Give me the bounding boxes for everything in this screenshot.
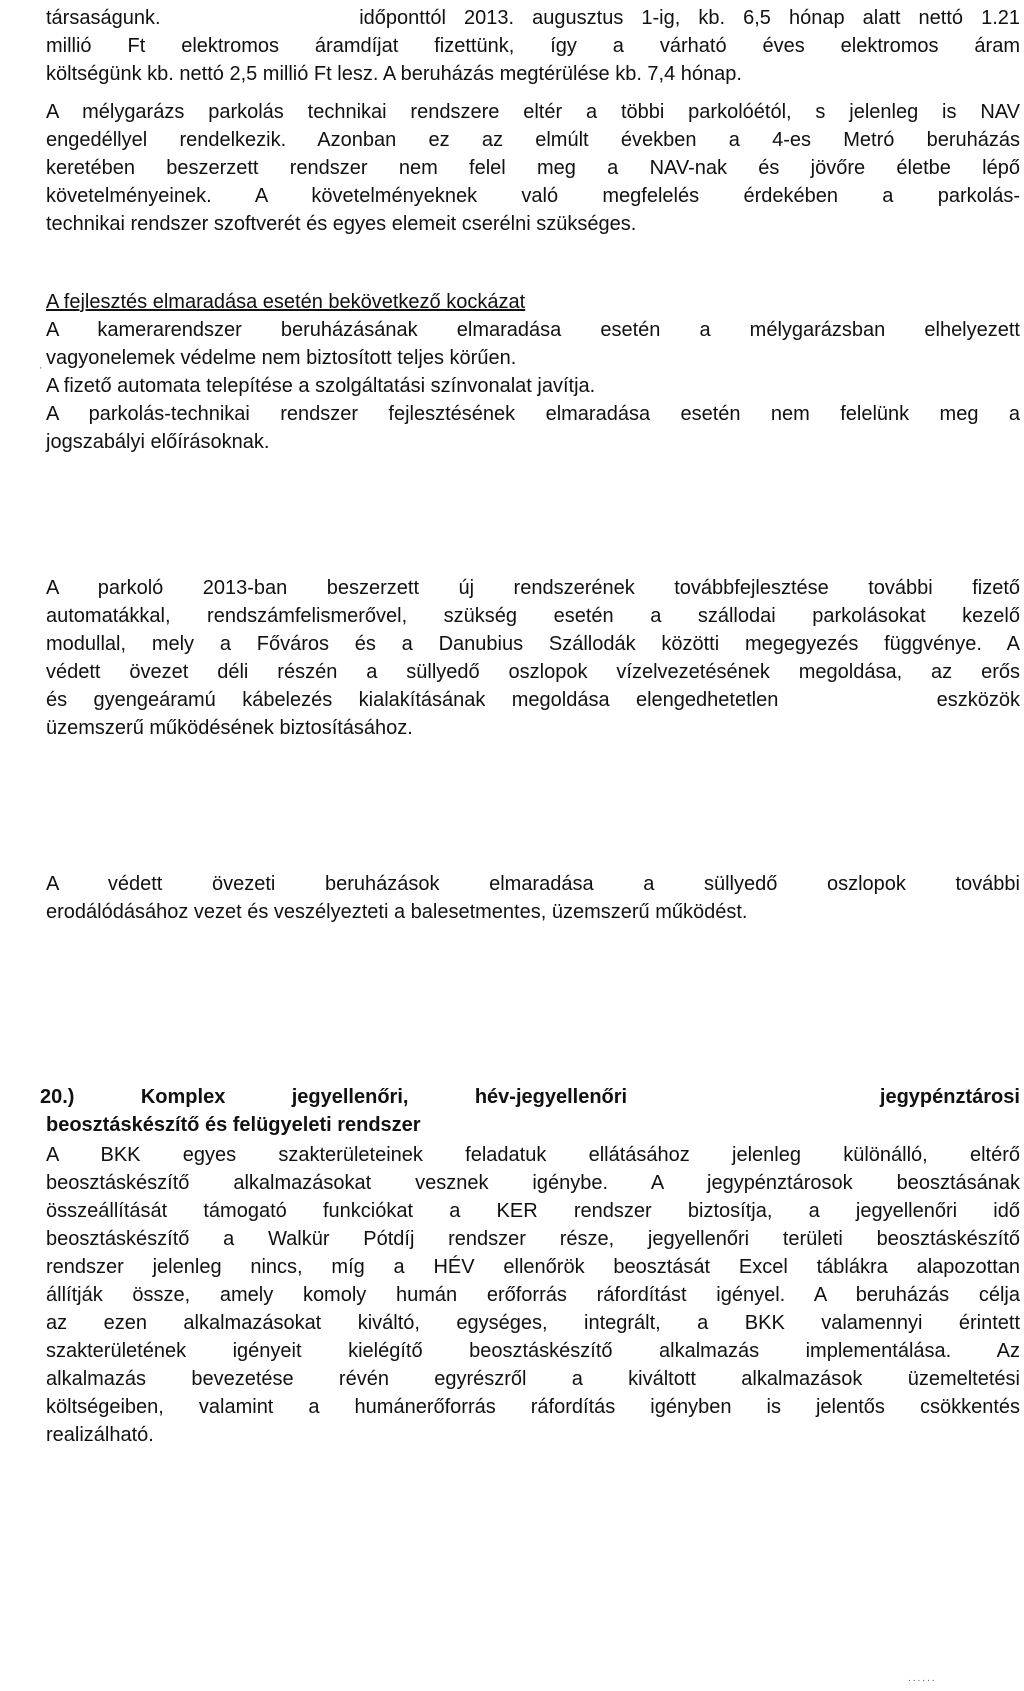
scan-speck: ' — [40, 366, 42, 375]
text-line: technikai rendszer szoftverét és egyes elemeit cserélni szükséges. — [46, 213, 637, 235]
text-line: rendszer jelenleg nincs, míg a HÉV ellenőrök beosztását Excel táblákra alapozottan — [46, 1256, 1020, 1278]
text-line: költségünk kb. nettó 2,5 millió Ft lesz. A beruházás megtérülése kb. 7,4 hónap. — [46, 63, 742, 85]
text-line: beosztáskészítő alkalmazásokat vesznek igénybe. A jegypénztárosok beosztásának — [46, 1172, 1020, 1194]
section-title-word: Komplex — [140, 1086, 226, 1108]
risk-section — [46, 288, 1020, 456]
text-line: modullal, mely a Főváros és a Danubius Szállodák közötti megegyezés függvénye. A — [46, 633, 1020, 655]
text-line: A kamerarendszer beruházásának elmaradása esetén a mélygarázsban elhelyezett — [46, 319, 1020, 341]
section-title-line2: beosztáskészítő és felügyeleti rendszer — [46, 1114, 421, 1136]
section-number: 20.) — [40, 1086, 75, 1108]
scan-artifact: ...... — [908, 1673, 937, 1684]
text-line: A mélygarázs parkolás technikai rendszere eltér a többi parkolóétól, s jelenleg is NAV — [46, 101, 1020, 123]
section-20-body — [46, 1141, 1020, 1449]
text-line: védett övezet déli részén a süllyedő oszlopok vízelvezetésének megoldása, az erős — [46, 661, 1020, 683]
text-line: automatákkal, rendszámfelismerővel, szükség esetén a szállodai parkolásokat kezelő — [46, 605, 1020, 627]
text-line: az ezen alkalmazásokat kiváltó, egységes, integrált, a BKK valamennyi érintett — [46, 1312, 1020, 1334]
section-title-word: jegypénztárosi — [879, 1086, 1020, 1108]
text-line: A parkoló 2013-ban beszerzett új rendszerének továbbfejlesztése további fizető — [46, 577, 1020, 599]
text-line: realizálható. — [46, 1424, 154, 1446]
text-line: A BKK egyes szakterületeinek feladatuk ellátásához jelenleg különálló, eltérő — [46, 1144, 1020, 1166]
risk-heading: A fejlesztés elmaradása esetén bekövetkező kockázat — [46, 291, 526, 313]
text-line: alkalmazás bevezetése révén egyrészről a kiváltott alkalmazások üzemeltetési — [46, 1368, 1020, 1390]
paragraph-system-development — [46, 574, 1020, 742]
text-line: jogszabályi előírásoknak. — [46, 431, 270, 453]
text-line: A fizető automata telepítése a szolgáltatási színvonalat javítja. — [46, 375, 596, 397]
text-line: millió Ft elektromos áramdíjat fizettünk, így a várható éves elektromos áram — [46, 35, 1020, 57]
section-title-word: jegyellenőri, — [291, 1086, 409, 1108]
text-line: követelményeinek. A követelményeknek való megfelelés érdekében a parkolás- — [46, 185, 1020, 207]
text-line: beosztáskészítő a Walkür Pótdíj rendszer része, jegyellenőri területi beosztáskészítő — [46, 1228, 1020, 1250]
text-line: A védett övezeti beruházások elmaradása a süllyedő oszlopok további — [46, 873, 1020, 895]
text-line: üzemszerű működésének biztosításához. — [46, 717, 413, 739]
paragraph-energy-cost — [46, 4, 1020, 88]
section-title-word: hév-jegyellenőri — [474, 1086, 628, 1108]
text-line: állítják össze, amely komoly humán erőforrás ráfordítást igényel. A beruházás célja — [46, 1284, 1020, 1306]
text-line: keretében beszerzett rendszer nem felel meg a NAV-nak és jövőre életbe lépő — [46, 157, 1020, 179]
section-20-heading — [40, 1083, 1020, 1139]
text-line: társaságunk. időponttól 2013. augusztus 1-ig, kb. 6,5 hónap alatt nettó 1.21 — [46, 7, 1020, 29]
text-line: erodálódásához vezet és veszélyezteti a balesetmentes, üzemszerű működést. — [46, 901, 748, 923]
text-line: szakterületének igényeit kielégítő beosztáskészítő alkalmazás implementálása. Az — [46, 1340, 1020, 1362]
text-line: összeállítását támogató funkciókat a KER rendszer biztosítja, a jegyellenőri idő — [46, 1200, 1020, 1222]
text-line: és gyengeáramú kábelezés kialakításának megoldása elengedhetetlen eszközök — [46, 689, 1020, 711]
text-line: engedéllyel rendelkezik. Azonban ez az elmúlt években a 4-es Metró beruházás — [46, 129, 1020, 151]
title-gap — [694, 1083, 814, 1111]
paragraph-protected-zone — [46, 870, 1020, 926]
text-line: vagyonelemek védelme nem biztosított teljes körűen. — [46, 347, 517, 369]
text-line: költségeiben, valamint a humánerőforrás ráfordítás igényben is jelentős csökkentés — [46, 1396, 1020, 1418]
paragraph-parking-system — [46, 98, 1020, 238]
text-line: A parkolás-technikai rendszer fejlesztésének elmaradása esetén nem felelünk meg a — [46, 403, 1020, 425]
